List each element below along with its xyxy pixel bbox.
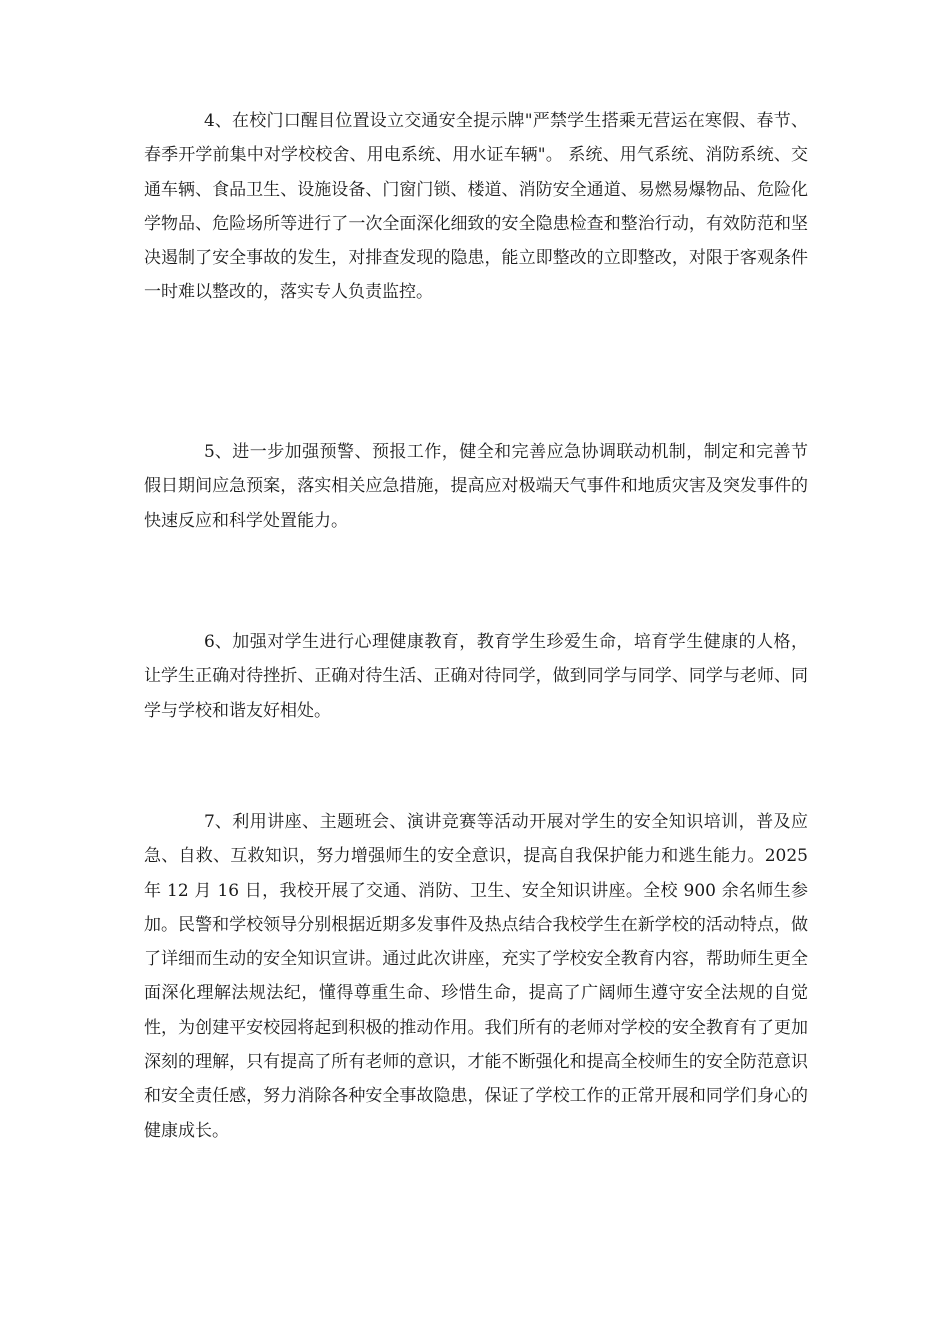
paragraph-number: 6、 — [204, 632, 232, 652]
paragraph-text: 在校门口醒目位置设立交通安全提示牌"严禁学生搭乘无营运在寒假、春节、春季开学前集中对学校校舍、用电系统、用水证车辆"。 系统、用气系统、消防系统、交通车辆、食品卫生、设施设备、门窗门锁、楼道、消防安全通道、易燃易爆物品、危险化学物品、危险场所等进行了一次全面深化细致的安全隐患检查和整治行动，有效防范和坚决遏制了安全事故的发生，对排查发现的隐患，能立即整改的立即整改，对限于客观条件一时难以整改的，落实专人负责监控。 — [144, 111, 808, 303]
paragraph-5 — [144, 435, 808, 538]
paragraph-number: 7、 — [204, 812, 232, 832]
paragraph-number: 5、 — [204, 442, 232, 462]
paragraph-text: 利用讲座、主题班会、演讲竞赛等活动开展对学生的安全知识培训，普及应急、自救、互救知识，努力增强师生的安全意识，提高自我保护能力和逃生能力。2025 年 12 月 16 日，我校开展了交通、消防、卫生、安全知识讲座。全校 900 余名师生参加。民警和学校领导分别根据近期多发事件及热点结合我校学生在新学校的活动特点，做了详细而生动的安全知识宣讲。通过此次讲座，充实了学校安全教育内容，帮助师生更全面深化理解法规法纪，懂得尊重生命、珍惜生命，提高了广阔师生遵守安全法规的自觉性，为创建平安校园将起到积极的推动作用。我们所有的老师对学校的安全教育有了更加深刻的理解，只有提高了所有老师的意识，才能不断强化和提高全校师生的安全防范意识和安全责任感，努力消除各种安全事故隐患，保证了学校工作的正常开展和同学们身心的健康成长。 — [144, 812, 808, 1141]
paragraph-text: 加强对学生进行心理健康教育，教育学生珍爱生命，培育学生健康的人格，让学生正确对待挫折、正确对待生活、正确对待同学，做到同学与同学、同学与老师、同学与学校和谐友好相处。 — [144, 632, 808, 721]
paragraph-text: 进一步加强预警、预报工作，健全和完善应急协调联动机制，制定和完善节假日期间应急预案，落实相关应急措施，提高应对极端天气事件和地质灾害及突发事件的快速反应和科学处置能力。 — [144, 442, 808, 531]
paragraph-4 — [144, 104, 808, 310]
paragraph-7 — [144, 805, 808, 1148]
paragraph-6 — [144, 625, 808, 728]
paragraph-number: 4、 — [204, 111, 232, 131]
